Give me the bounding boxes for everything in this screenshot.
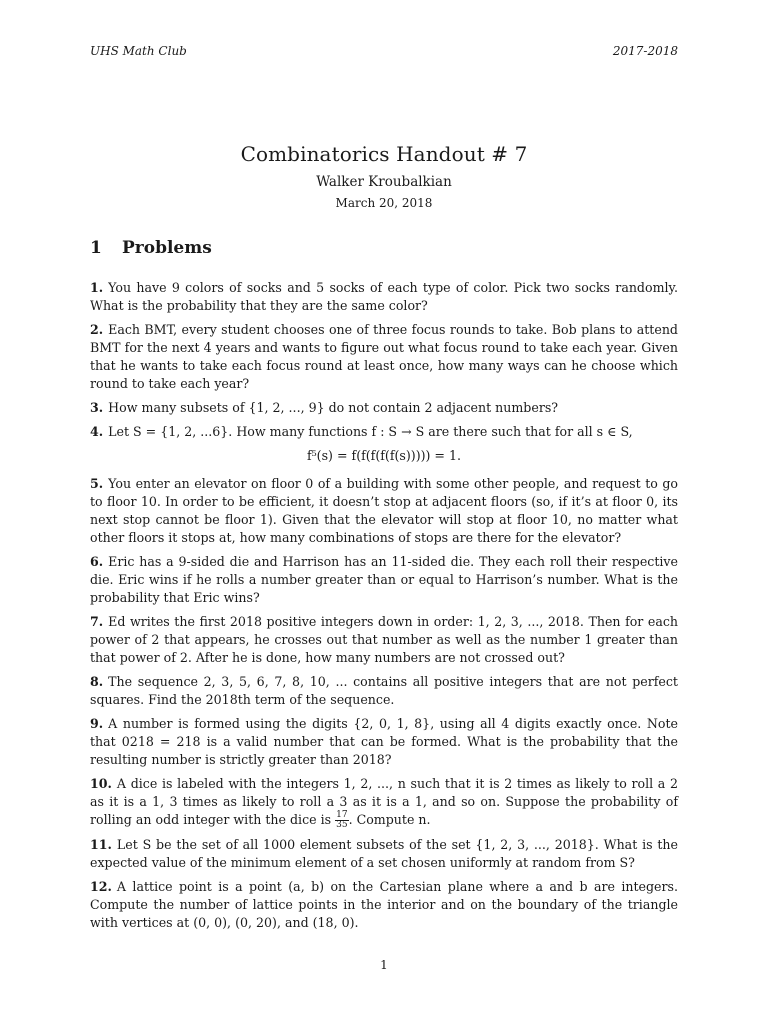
problem-12 bbox=[90, 878, 678, 932]
problem-8 bbox=[90, 673, 678, 709]
page-number: 1 bbox=[380, 958, 388, 972]
problem-list bbox=[90, 279, 678, 938]
problem-number: 2. bbox=[90, 322, 104, 337]
fraction-denominator: 35 bbox=[336, 820, 348, 830]
problem-number: 11. bbox=[90, 837, 112, 852]
problem-11 bbox=[90, 836, 678, 872]
section-number: 1 bbox=[90, 238, 102, 258]
problem-number: 9. bbox=[90, 716, 104, 731]
problem-9 bbox=[90, 715, 678, 769]
problem-text: Each BMT, every student chooses one of three focus rounds to take. Bob plans to attend BMT for the next 4 years and wants to figure out what focus round to take each year. Given that he wants to take each focus round at least once, how many ways can he choose which round to take each year? bbox=[90, 322, 678, 391]
section-title: Problems bbox=[122, 238, 212, 258]
fraction-numerator: 17 bbox=[336, 810, 348, 820]
section-heading bbox=[90, 238, 212, 258]
problem-number: 5. bbox=[90, 476, 104, 491]
problem-text: A lattice point is a point (a, b) on the Cartesian plane where a and b are integers. Compute the number of lattice points in the interior and on the boundary of the triangle with vertices at (0, 0), (0, 20), and (18, 0). bbox=[90, 879, 678, 930]
problem-number: 8. bbox=[90, 674, 104, 689]
problem-text: Let S be the set of all 1000 element subsets of the set {1, 2, 3, ..., 2018}. What is the expected value of the minimum element of a set chosen uniformly at random from S? bbox=[90, 837, 678, 870]
problem-10 bbox=[90, 775, 678, 830]
problem-1 bbox=[90, 279, 678, 315]
header-club-name: UHS Math Club bbox=[90, 44, 187, 58]
problem-7 bbox=[90, 613, 678, 667]
document-title: Combinatorics Handout # 7 bbox=[240, 142, 528, 166]
problem-number: 4. bbox=[90, 424, 104, 439]
problem-4-equation: f⁵(s) = f(f(f(f(f(s))))) = 1. bbox=[306, 448, 462, 463]
problem-number: 12. bbox=[90, 879, 112, 894]
document-date: March 20, 2018 bbox=[335, 196, 433, 210]
problem-4 bbox=[90, 423, 678, 441]
problem-text: A number is formed using the digits {2, 0, 1, 8}, using all 4 digits exactly once. Note that 0218 = 218 is a valid number that can be formed. What is the probability that the resulting number is strictly greater than 2018? bbox=[90, 716, 678, 767]
problem-text: The sequence 2, 3, 5, 6, 7, 8, 10, ... contains all positive integers that are not perfect squares. Find the 2018th term of the sequence. bbox=[90, 674, 678, 707]
header-school-year: 2017-2018 bbox=[612, 44, 678, 58]
problem-6 bbox=[90, 553, 678, 607]
problem-text: A dice is labeled with the integers 1, 2, ..., n such that it is 2 times as likely to roll a 2 as it is a 1, 3 times as likely to roll a 3 as it is a 1, and so on. Suppose the probability of rolling an odd integer with the dice is bbox=[90, 776, 678, 827]
problem-text: Eric has a 9-sided die and Harrison has an 11-sided die. They each roll their respective die. Eric wins if he rolls a number greater than or equal to Harrison’s number. What is the probability that Eric wins? bbox=[90, 554, 678, 605]
problem-3 bbox=[90, 399, 678, 417]
fraction bbox=[335, 811, 348, 830]
problem-text: You have 9 colors of socks and 5 socks of each type of color. Pick two socks randomly. What is the probability that they are the same color? bbox=[90, 280, 678, 313]
problem-number: 7. bbox=[90, 614, 104, 629]
document-author: Walker Kroubalkian bbox=[316, 174, 452, 190]
problem-text: How many subsets of {1, 2, ..., 9} do not contain 2 adjacent numbers? bbox=[108, 400, 559, 415]
problem-text: You enter an elevator on floor 0 of a building with some other people, and request to go to floor 10. In order to be efficient, it doesn’t stop at adjacent floors (so, if it’s at floor 0, its next stop cannot be floor 1). Given that the elevator will stop at floor 10, no matter what other floors it stops at, how many combinations of stops are there for the elevator? bbox=[90, 476, 678, 545]
problem-5 bbox=[90, 475, 678, 547]
running-header bbox=[90, 44, 678, 60]
problem-text: Ed writes the first 2018 positive integers down in order: 1, 2, 3, ..., 2018. Then for each power of 2 that appears, he crosses out that number as well as the number 1 greater than that power of 2. After he is done, how many numbers are not crossed out? bbox=[90, 614, 678, 665]
problem-text-end: . Compute n. bbox=[348, 812, 431, 827]
problem-text: Let S = {1, 2, ...6}. How many functions f : S → S are there such that for all s ∈ S, bbox=[108, 424, 633, 439]
problem-number: 6. bbox=[90, 554, 104, 569]
problem-2 bbox=[90, 321, 678, 393]
problem-number: 1. bbox=[90, 280, 104, 295]
problem-number: 3. bbox=[90, 400, 104, 415]
title-block bbox=[0, 142, 768, 210]
problem-number: 10. bbox=[90, 776, 112, 791]
